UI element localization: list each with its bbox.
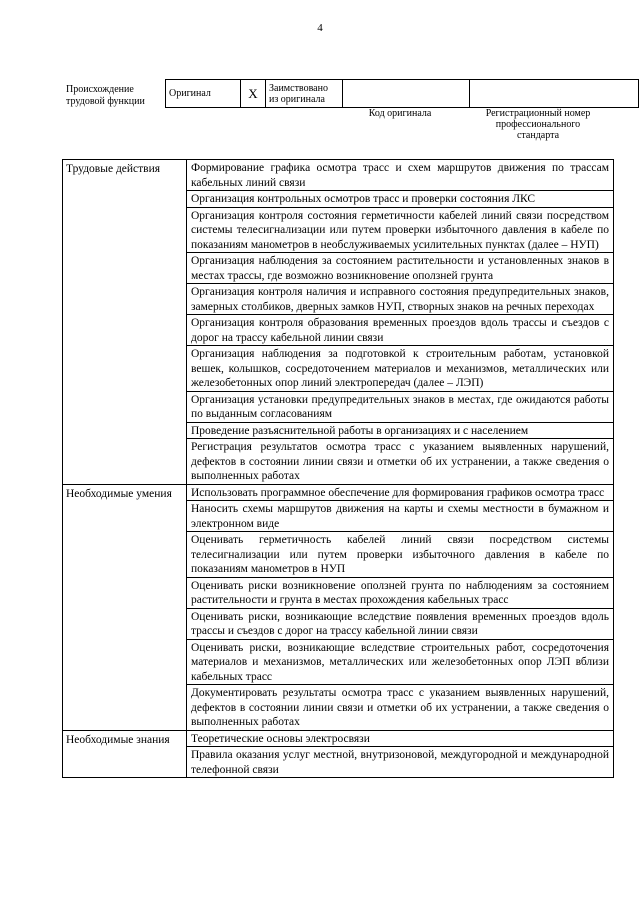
page-number: 4 <box>317 22 323 34</box>
function-table <box>62 159 614 778</box>
section-item: Формирование графика осмотра трасс и схем маршрутов движения по трассам кабельных линий связи <box>187 160 614 191</box>
section-item: Организация контрольных осмотров трасс и проверки состояния ЛКС <box>187 191 614 208</box>
section-item: Оценивать риски, возникающие вследствие строительных работ, сосредоточения материалов и механизмов, металлических или железобетонных опор ЛЭП вблизи кабельных трасс <box>187 639 614 685</box>
section-item: Правила оказания услуг местной, внутризоновой, междугородной и международной телефонной связи <box>187 747 614 778</box>
section-label: Необходимые знания <box>63 730 187 778</box>
original-cell: Оригинал <box>166 80 241 108</box>
table-row <box>63 484 614 501</box>
section-item: Организация установки предупредительных знаков в местах, где ожидаются работы по выданным согласованиям <box>187 391 614 422</box>
section-item: Проведение разъяснительной работы в организациях и с населением <box>187 422 614 439</box>
section-item: Регистрация результатов осмотра трасс с указанием выявленных нарушений, дефектов в состоянии линии связи и отметки об их устранении, а также сведения о выполненных работах <box>187 439 614 485</box>
origin-table <box>165 79 639 108</box>
section-label: Трудовые действия <box>63 160 187 485</box>
section-item: Использовать программное обеспечение для формирования графиков осмотра трасс <box>187 484 614 501</box>
section-item: Документировать результаты осмотра трасс с указанием выявленных нарушений, дефектов в состоянии линии связи и отметки об их устранении, а также сведения о выполненных работах <box>187 685 614 731</box>
table-row <box>63 730 614 747</box>
section-item: Наносить схемы маршрутов движения на карты и схемы местности в бумажном и электронном виде <box>187 501 614 532</box>
section-item: Организация контроля образования временных проездов вдоль трассы и съездов с дорог на трассу кабельной линии связи <box>187 315 614 346</box>
borrowed-cell: Заимствовано из оригинала <box>266 80 343 108</box>
section-item: Организация наблюдения за состоянием растительности и установленных знаков в местах трассы, где возможно возникновение оползней грунта <box>187 253 614 284</box>
reg-number-cell <box>470 80 639 108</box>
code-cell <box>343 80 470 108</box>
section-item: Организация наблюдения за подготовкой к строительным работам, установкой вешек, колышков, сосредоточением материалов и механизмов, металлических или железобетонных опор линий электропередач (далее – ЛЭП) <box>187 346 614 392</box>
table-row <box>63 160 614 191</box>
section-label: Необходимые умения <box>63 484 187 730</box>
origin-label: Происхождение трудовой функции <box>66 84 145 107</box>
section-item: Оценивать герметичность кабелей линий связи посредством системы телесигнализации или путем проверки избыточного давления в кабеле по показаниям манометров в НУП <box>187 532 614 578</box>
section-item: Организация контроля наличия и исправного состояния предупредительных знаков, замерных столбиков, дверных замков НУП, створных знаков на речных переходах <box>187 284 614 315</box>
section-item: Оценивать риски, возникающие вследствие появления временных проездов вдоль трассы и съездов с дорог на трассу кабельной линии связи <box>187 608 614 639</box>
reg-caption: Регистрационный номер профессионального стандарта <box>485 108 591 141</box>
section-item: Теоретические основы электросвязи <box>187 730 614 747</box>
code-caption: Код оригинала <box>368 108 432 119</box>
original-mark: X <box>241 80 266 108</box>
section-item: Организация контроля состояния герметичности кабелей линий связи посредством системы телесигнализации или путем проверки избыточного давления в кабеле по показаниям манометров в необслуживаемых усилительных пунктах (далее – НУП) <box>187 207 614 253</box>
section-item: Оценивать риски возникновение оползней грунта по наблюдениям за состоянием растительности и грунта в местах прохождения кабельных трасс <box>187 577 614 608</box>
